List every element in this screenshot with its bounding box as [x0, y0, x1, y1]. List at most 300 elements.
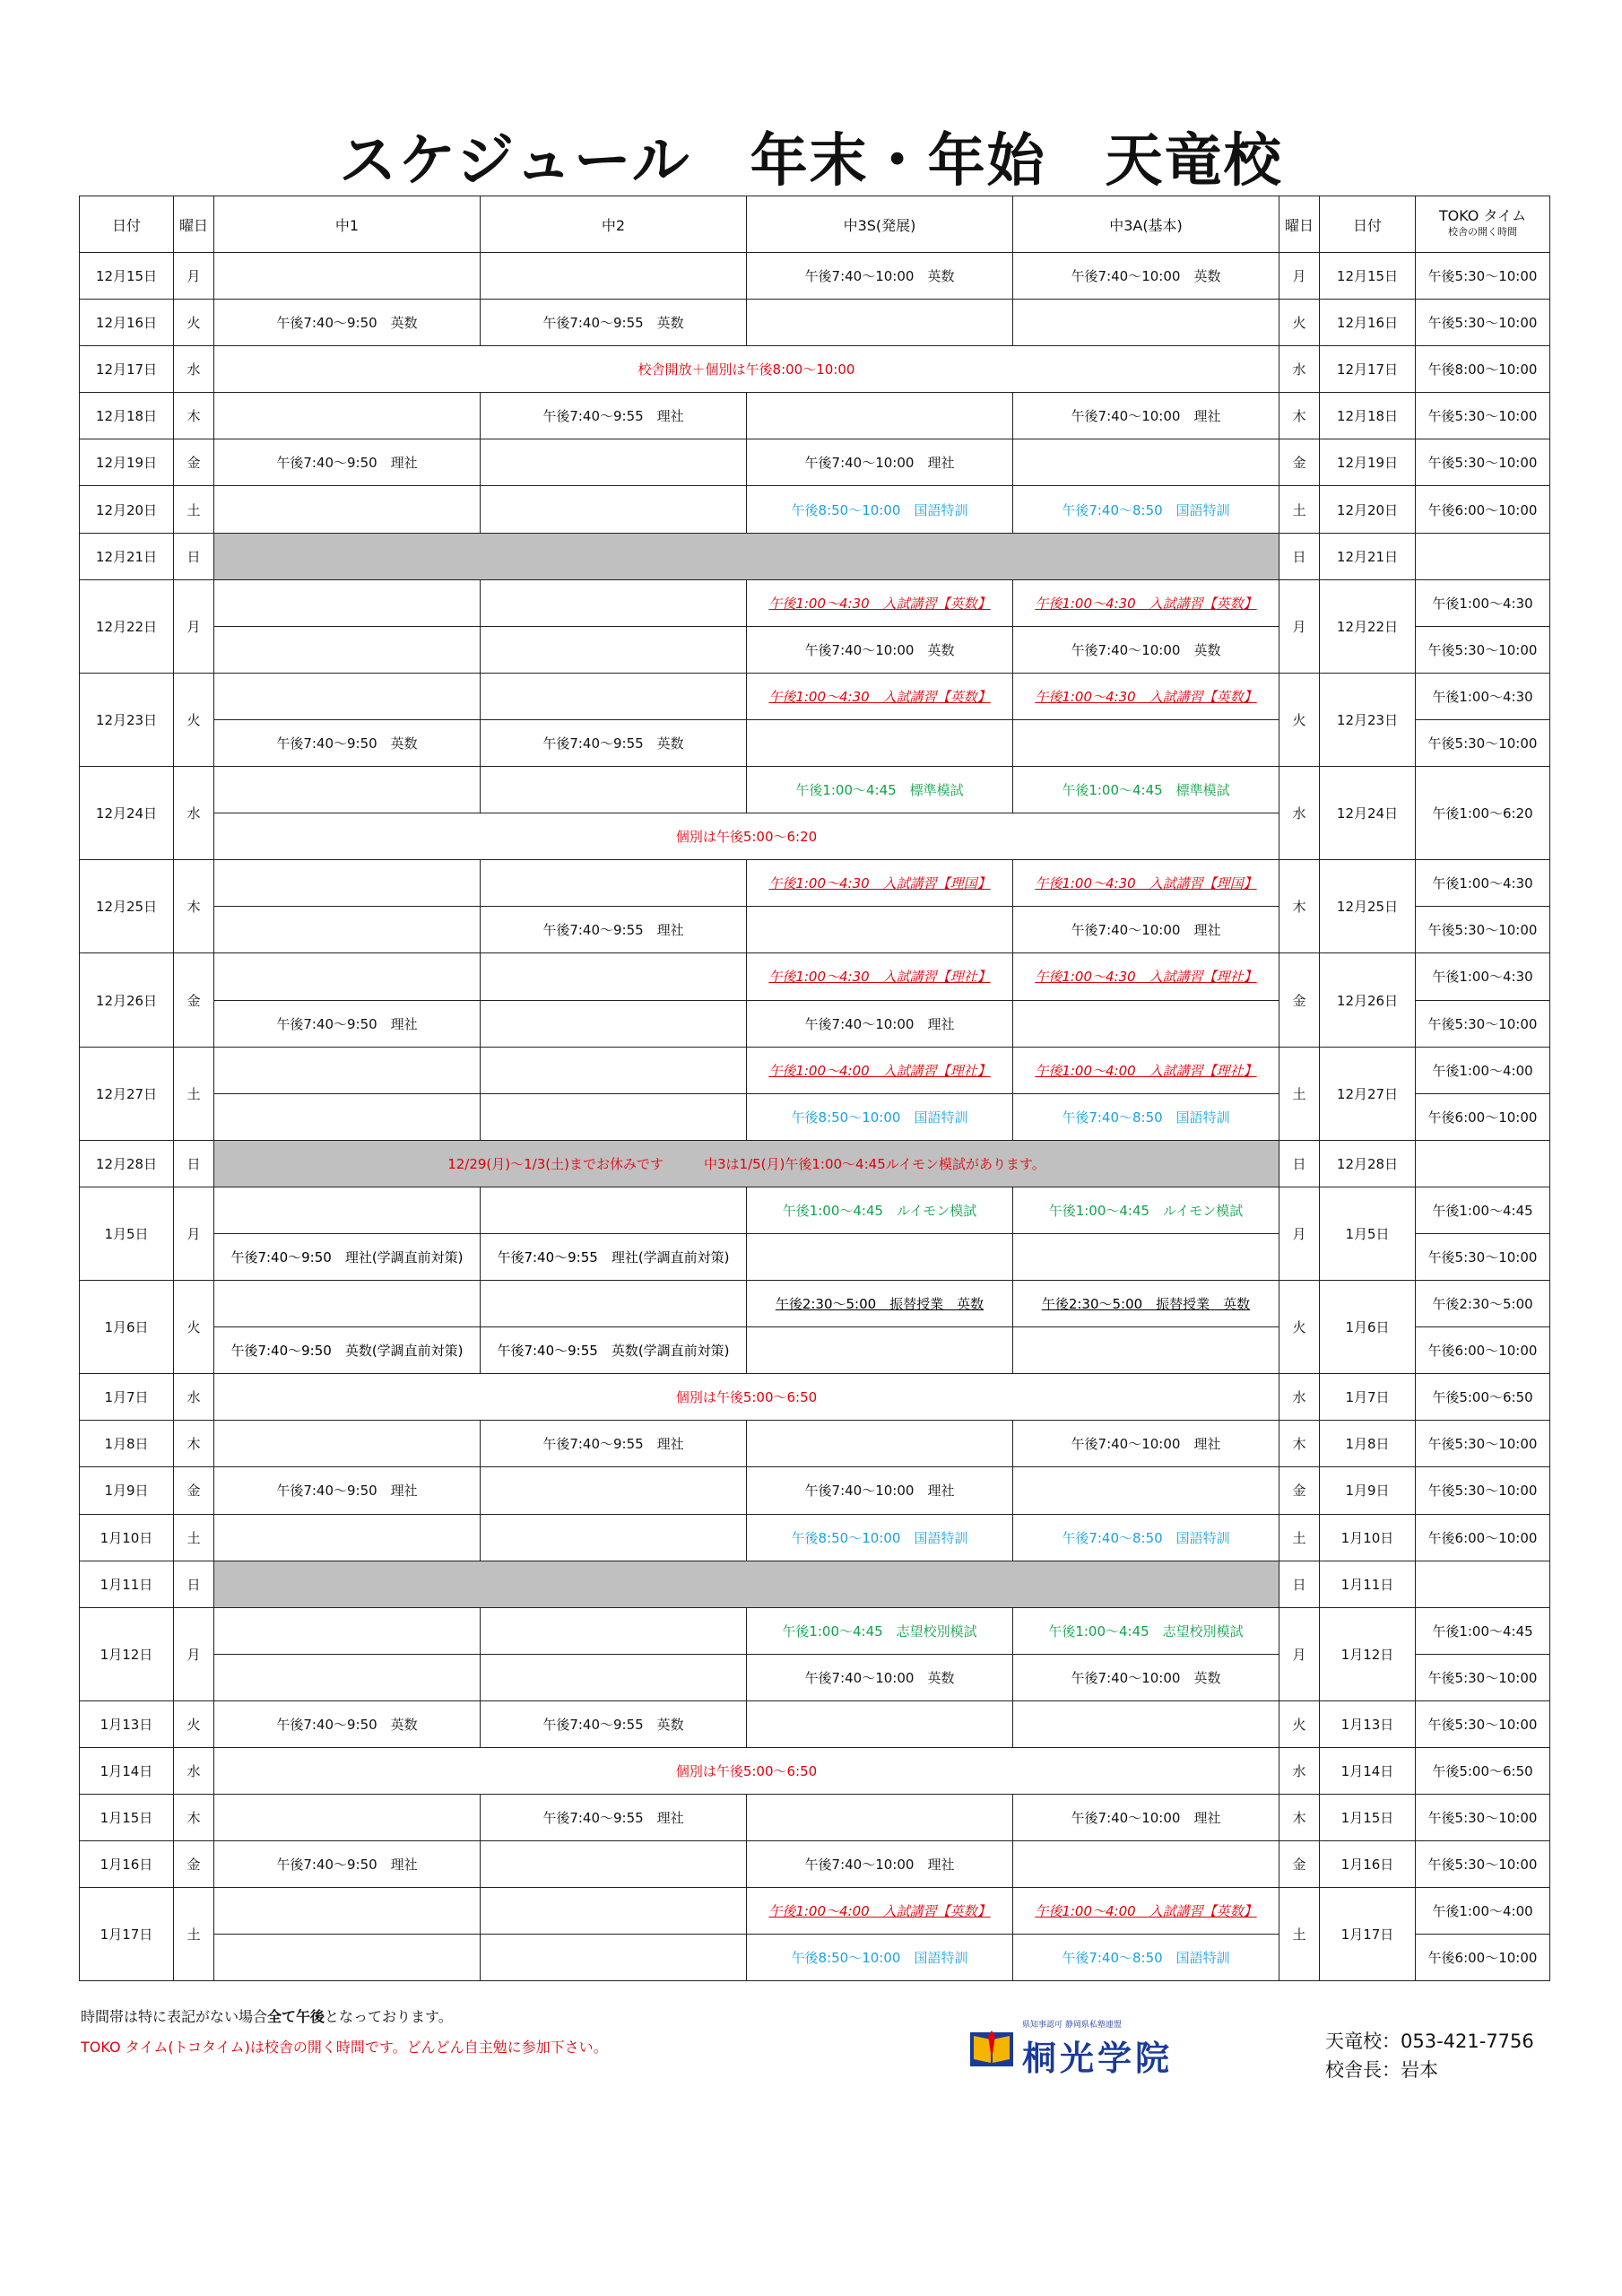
weekday-cell-right: 木 — [1279, 860, 1320, 953]
weekday-cell-right: 日 — [1279, 533, 1320, 579]
grade1-cell: 午後7:40～9:50 理社 — [214, 439, 481, 486]
date-cell: 1月13日 — [80, 1700, 174, 1747]
weekday-cell-right: 月 — [1279, 1187, 1320, 1280]
grade3a-cell: 午後2:30～5:00 振替授業 英数 — [1013, 1281, 1279, 1327]
grade3s-cell: 午後1:00～4:30 入試講習【理社】 — [747, 953, 1013, 1000]
toko-time-cell: 午後2:30～5:00 — [1416, 1281, 1550, 1327]
toko-time-cell: 午後1:00～4:00 — [1416, 1888, 1550, 1935]
weekday-cell-right: 金 — [1279, 1841, 1320, 1888]
grade3a-cell: 午後7:40～8:50 国語特訓 — [1013, 486, 1279, 533]
note-emphasis: 全て午後 — [267, 2008, 325, 2025]
grade2-cell — [481, 1187, 747, 1233]
toko-time-cell: 午後5:30～10:00 — [1416, 1233, 1550, 1280]
grade3s-cell — [747, 1233, 1013, 1280]
date-cell: 1月5日 — [80, 1187, 174, 1280]
toko-time-cell: 午後5:30～10:00 — [1416, 1795, 1550, 1841]
grade1-cell: 午後7:40～9:50 理社(学調直前対策) — [214, 1233, 481, 1280]
grade1-cell — [214, 953, 481, 1000]
weekday-cell: 金 — [174, 1841, 214, 1888]
grade3s-cell: 午後7:40～10:00 英数 — [747, 1654, 1013, 1700]
grade2-cell — [481, 1888, 747, 1935]
date-cell: 1月11日 — [80, 1561, 174, 1607]
weekday-cell-right: 土 — [1279, 486, 1320, 533]
weekday-cell: 金 — [174, 953, 214, 1047]
grade3a-cell: 午後7:40～10:00 理社 — [1013, 1421, 1279, 1467]
grade3s-cell: 午後1:00～4:30 入試講習【英数】 — [747, 579, 1013, 626]
grade1-cell — [214, 907, 481, 953]
weekday-cell-right: 火 — [1279, 1281, 1320, 1374]
grade2-cell: 午後7:40～9:55 英数 — [481, 1700, 747, 1747]
toko-time-cell: 午後8:00～10:00 — [1416, 346, 1550, 393]
weekday-cell: 木 — [174, 393, 214, 439]
date-cell: 1月15日 — [80, 1795, 174, 1841]
grade1-cell — [214, 1421, 481, 1467]
toko-time-cell: 午後1:00～4:30 — [1416, 860, 1550, 907]
table-row — [80, 953, 1550, 1000]
grade1-cell: 午後7:40～9:50 英数(学調直前対策) — [214, 1327, 481, 1374]
date-cell-right: 1月8日 — [1320, 1421, 1416, 1467]
grade3a-cell: 午後7:40～8:50 国語特訓 — [1013, 1093, 1279, 1140]
logo-name: 桐光学院 — [1022, 2039, 1174, 2078]
grade3s-cell — [747, 1795, 1013, 1841]
weekday-cell: 月 — [174, 1187, 214, 1280]
table-row — [80, 1888, 1550, 1935]
grade2-cell — [481, 1607, 747, 1654]
grade3a-cell — [1013, 1000, 1279, 1047]
toko-time-cell: 午後1:00～4:00 — [1416, 1047, 1550, 1093]
grade2-cell — [481, 953, 747, 1000]
weekday-cell: 土 — [174, 1514, 214, 1561]
header-grade1: 中1 — [214, 196, 481, 253]
table-row — [80, 1607, 1550, 1654]
weekday-cell: 日 — [174, 1140, 214, 1187]
page-title: スケジュール 年末・年始 天竜校 — [339, 128, 1283, 195]
grade2-cell — [481, 1841, 747, 1888]
grade3a-cell: 午後1:00～4:45 志望校別模試 — [1013, 1607, 1279, 1654]
grade3a-cell — [1013, 300, 1279, 346]
date-cell: 1月14日 — [80, 1748, 174, 1795]
grade3a-cell — [1013, 1233, 1279, 1280]
weekday-cell: 木 — [174, 1795, 214, 1841]
date-cell: 12月15日 — [80, 253, 174, 300]
toko-time-cell: 午後6:00～10:00 — [1416, 1327, 1550, 1374]
weekday-cell-right: 日 — [1279, 1561, 1320, 1607]
table-row — [80, 1795, 1550, 1841]
date-cell: 1月7日 — [80, 1374, 174, 1421]
grade1-cell: 午後7:40～9:50 英数 — [214, 719, 481, 766]
grade3a-cell: 午後1:00～4:30 入試講習【英数】 — [1013, 673, 1279, 719]
date-cell-right: 1月17日 — [1320, 1888, 1416, 1981]
grade3a-cell — [1013, 1841, 1279, 1888]
grade1-cell: 午後7:40～9:50 理社 — [214, 1467, 481, 1514]
date-cell: 1月9日 — [80, 1467, 174, 1514]
grade3a-cell: 午後7:40～10:00 理社 — [1013, 393, 1279, 439]
table-row — [80, 1374, 1550, 1421]
table-row — [80, 579, 1550, 626]
book-pen-icon — [968, 2027, 1015, 2070]
grade1-cell — [214, 1888, 481, 1935]
header-grade2: 中2 — [481, 196, 747, 253]
grade3s-cell: 午後8:50～10:00 国語特訓 — [747, 1514, 1013, 1561]
table-row — [80, 1467, 1550, 1514]
grade1-cell — [214, 860, 481, 907]
date-cell: 12月27日 — [80, 1047, 174, 1140]
grade3s-cell: 午後7:40～10:00 理社 — [747, 439, 1013, 486]
grade1-cell — [214, 1187, 481, 1233]
table-row — [80, 1281, 1550, 1327]
grade2-cell — [481, 1467, 747, 1514]
header-toko-time — [1416, 196, 1550, 253]
logo-caption: 県知事認可 静岡県私塾連盟 — [1022, 2021, 1122, 2030]
table-row — [80, 439, 1550, 486]
weekday-cell-right: 木 — [1279, 393, 1320, 439]
grade2-cell: 午後7:40～9:55 理社(学調直前対策) — [481, 1233, 747, 1280]
weekday-cell: 土 — [174, 1047, 214, 1140]
weekday-cell: 月 — [174, 1607, 214, 1700]
merged-note-cell: 12/29(月)～1/3(土)までお休みです 中3は1/5(月)午後1:00～4:45ルイモン模試があります。 — [214, 1140, 1279, 1187]
note-toko-time: TOKO タイム(トコタイム)は校舎の開く時間です。どんどん自主勉に参加下さい。 — [81, 2039, 608, 2056]
grade1-cell: 午後7:40～9:50 理社 — [214, 1841, 481, 1888]
date-cell-right: 12月25日 — [1320, 860, 1416, 953]
toko-time-cell: 午後5:30～10:00 — [1416, 1841, 1550, 1888]
grade3s-cell — [747, 1421, 1013, 1467]
toko-time-cell: 午後6:00～10:00 — [1416, 1093, 1550, 1140]
toko-time-cell: 午後5:30～10:00 — [1416, 253, 1550, 300]
toko-time-cell — [1416, 1140, 1550, 1187]
grade3a-cell: 午後1:00～4:45 標準模試 — [1013, 767, 1279, 813]
date-cell: 12月21日 — [80, 533, 174, 579]
date-cell-right: 12月22日 — [1320, 579, 1416, 673]
date-cell: 1月12日 — [80, 1607, 174, 1700]
school-phone: 天竜校：053-421-7756 — [1325, 2031, 1534, 2052]
weekday-cell: 月 — [174, 579, 214, 673]
header-grade3s: 中3S(発展) — [747, 196, 1013, 253]
grade1-cell — [214, 1795, 481, 1841]
grade3s-cell: 午後1:00～4:45 ルイモン模試 — [747, 1187, 1013, 1233]
date-cell-right: 1月10日 — [1320, 1514, 1416, 1561]
grade1-cell — [214, 1047, 481, 1093]
header-grade3a: 中3A(基本) — [1013, 196, 1279, 253]
table-row — [80, 300, 1550, 346]
weekday-cell: 木 — [174, 1421, 214, 1467]
toko-time-cell: 午後6:00～10:00 — [1416, 1514, 1550, 1561]
grade3s-cell: 午後8:50～10:00 国語特訓 — [747, 486, 1013, 533]
weekday-cell-right: 木 — [1279, 1421, 1320, 1467]
table-row — [80, 393, 1550, 439]
date-cell-right: 12月24日 — [1320, 767, 1416, 860]
table-row — [80, 1700, 1550, 1747]
date-cell: 12月16日 — [80, 300, 174, 346]
grade3s-cell — [747, 719, 1013, 766]
weekday-cell: 水 — [174, 346, 214, 393]
schedule-table — [79, 196, 1550, 1981]
grade2-cell: 午後7:40～9:55 英数 — [481, 300, 747, 346]
table-row — [80, 1047, 1550, 1093]
date-cell: 12月17日 — [80, 346, 174, 393]
merged-note-cell: 個別は午後5:00～6:50 — [214, 1374, 1279, 1421]
grade2-cell: 午後7:40～9:55 理社 — [481, 907, 747, 953]
grade3s-cell: 午後7:40～10:00 理社 — [747, 1467, 1013, 1514]
date-cell-right: 1月7日 — [1320, 1374, 1416, 1421]
grade2-cell — [481, 1654, 747, 1700]
grade2-cell — [481, 860, 747, 907]
date-cell: 12月25日 — [80, 860, 174, 953]
toko-time-cell: 午後5:00～6:50 — [1416, 1748, 1550, 1795]
table-row — [80, 253, 1550, 300]
grade3s-cell: 午後1:00～4:00 入試講習【英数】 — [747, 1888, 1013, 1935]
weekday-cell: 水 — [174, 1748, 214, 1795]
date-cell-right: 1月9日 — [1320, 1467, 1416, 1514]
date-cell: 1月10日 — [80, 1514, 174, 1561]
grade2-cell — [481, 673, 747, 719]
grade3s-cell: 午後1:00～4:30 入試講習【英数】 — [747, 673, 1013, 719]
grade2-cell — [481, 486, 747, 533]
grade1-cell — [214, 1935, 481, 1981]
grade1-cell — [214, 253, 481, 300]
schedule-body — [80, 253, 1550, 1981]
grade1-cell — [214, 626, 481, 673]
table-row — [80, 346, 1550, 393]
date-cell-right: 12月27日 — [1320, 1047, 1416, 1140]
grade3s-cell: 午後7:40～10:00 理社 — [747, 1841, 1013, 1888]
table-row — [80, 1187, 1550, 1233]
grade1-cell — [214, 486, 481, 533]
weekday-cell-right: 水 — [1279, 1748, 1320, 1795]
note-part: 時間帯は特に表記がない場合 — [81, 2008, 268, 2025]
note-part: となっております。 — [325, 2008, 453, 2025]
toko-time-cell — [1416, 533, 1550, 579]
toko-time-cell: 午後5:30～10:00 — [1416, 300, 1550, 346]
date-cell: 12月20日 — [80, 486, 174, 533]
toko-time-cell: 午後5:30～10:00 — [1416, 393, 1550, 439]
weekday-cell-right: 火 — [1279, 673, 1320, 766]
grade1-cell — [214, 1514, 481, 1561]
toko-time-cell: 午後5:30～10:00 — [1416, 1654, 1550, 1700]
grade3a-cell — [1013, 1467, 1279, 1514]
date-cell-right: 12月15日 — [1320, 253, 1416, 300]
merged-note-cell: 個別は午後5:00～6:50 — [214, 1748, 1279, 1795]
table-row — [80, 1748, 1550, 1795]
date-cell: 12月24日 — [80, 767, 174, 860]
toko-time-cell: 午後5:30～10:00 — [1416, 626, 1550, 673]
grade1-cell — [214, 1654, 481, 1700]
date-cell-right: 12月26日 — [1320, 953, 1416, 1047]
grade1-cell — [214, 1093, 481, 1140]
weekday-cell: 金 — [174, 1467, 214, 1514]
weekday-cell-right: 土 — [1279, 1514, 1320, 1561]
grade1-cell: 午後7:40～9:50 英数 — [214, 300, 481, 346]
date-cell-right: 1月12日 — [1320, 1607, 1416, 1700]
grade3a-cell: 午後1:00～4:00 入試講習【英数】 — [1013, 1888, 1279, 1935]
grade3a-cell: 午後7:40～10:00 英数 — [1013, 626, 1279, 673]
table-row — [80, 767, 1550, 813]
date-cell-right: 1月16日 — [1320, 1841, 1416, 1888]
grade3s-cell: 午後1:00～4:45 標準模試 — [747, 767, 1013, 813]
grade3a-cell — [1013, 1327, 1279, 1374]
merged-note-cell: 校舎開放＋個別は午後8:00～10:00 — [214, 346, 1279, 393]
date-cell: 12月26日 — [80, 953, 174, 1047]
grade3s-cell: 午後7:40～10:00 英数 — [747, 626, 1013, 673]
grade3s-cell: 午後1:00～4:00 入試講習【理社】 — [747, 1047, 1013, 1093]
table-row — [80, 1841, 1550, 1888]
toko-time-cell: 午後5:30～10:00 — [1416, 719, 1550, 766]
toko-time-cell: 午後1:00～4:30 — [1416, 579, 1550, 626]
date-cell-right: 1月11日 — [1320, 1561, 1416, 1607]
weekday-cell: 土 — [174, 486, 214, 533]
contact-block — [1325, 2027, 1534, 2084]
weekday-cell-right: 水 — [1279, 1374, 1320, 1421]
header-row — [80, 196, 1550, 253]
grade2-cell: 午後7:40～9:55 英数(学調直前対策) — [481, 1327, 747, 1374]
toko-time-cell: 午後1:00～6:20 — [1416, 767, 1550, 860]
weekday-cell-right: 土 — [1279, 1888, 1320, 1981]
date-cell: 1月6日 — [80, 1281, 174, 1374]
date-cell: 12月22日 — [80, 579, 174, 673]
date-cell-right: 12月23日 — [1320, 673, 1416, 766]
table-row — [80, 1140, 1550, 1187]
grade2-cell — [481, 253, 747, 300]
weekday-cell-right: 水 — [1279, 346, 1320, 393]
date-cell-right: 12月20日 — [1320, 486, 1416, 533]
grade2-cell — [481, 767, 747, 813]
grade3a-cell: 午後1:00～4:30 入試講習【英数】 — [1013, 579, 1279, 626]
grade1-cell — [214, 579, 481, 626]
date-cell-right: 12月17日 — [1320, 346, 1416, 393]
weekday-cell: 日 — [174, 533, 214, 579]
grade3a-cell: 午後1:00～4:45 ルイモン模試 — [1013, 1187, 1279, 1233]
grade3s-cell — [747, 907, 1013, 953]
grade3s-cell: 午後7:40～10:00 英数 — [747, 253, 1013, 300]
weekday-cell-right: 土 — [1279, 1047, 1320, 1140]
weekday-cell: 月 — [174, 253, 214, 300]
grade3s-cell — [747, 1327, 1013, 1374]
grade2-cell — [481, 1047, 747, 1093]
date-cell: 1月17日 — [80, 1888, 174, 1981]
header-weekday-right: 曜日 — [1279, 196, 1320, 253]
weekday-cell-right: 金 — [1279, 1467, 1320, 1514]
grade3s-cell — [747, 1700, 1013, 1747]
grade1-cell: 午後7:40～9:50 理社 — [214, 1000, 481, 1047]
grade3a-cell: 午後7:40～8:50 国語特訓 — [1013, 1935, 1279, 1981]
table-row — [80, 486, 1550, 533]
weekday-cell: 火 — [174, 300, 214, 346]
toko-time-cell: 午後1:00～4:45 — [1416, 1607, 1550, 1654]
grade2-cell — [481, 1514, 747, 1561]
grade3s-cell: 午後8:50～10:00 国語特訓 — [747, 1935, 1013, 1981]
table-row — [80, 860, 1550, 907]
toko-time-cell: 午後1:00～4:45 — [1416, 1187, 1550, 1233]
grade3s-cell: 午後8:50～10:00 国語特訓 — [747, 1093, 1013, 1140]
grade2-cell — [481, 579, 747, 626]
toko-time-cell: 午後5:30～10:00 — [1416, 1467, 1550, 1514]
grade3a-cell: 午後7:40～8:50 国語特訓 — [1013, 1514, 1279, 1561]
weekday-cell-right: 木 — [1279, 1795, 1320, 1841]
header-date-right: 日付 — [1320, 196, 1416, 253]
header-toko-sub: 校舎の開く時間 — [1448, 226, 1517, 238]
table-row — [80, 1421, 1550, 1467]
date-cell: 12月19日 — [80, 439, 174, 486]
grade3a-cell — [1013, 439, 1279, 486]
grade3s-cell: 午後1:00～4:30 入試講習【理国】 — [747, 860, 1013, 907]
grade2-cell — [481, 626, 747, 673]
date-cell-right: 12月16日 — [1320, 300, 1416, 346]
date-cell-right: 1月15日 — [1320, 1795, 1416, 1841]
toko-time-cell: 午後1:00～4:30 — [1416, 953, 1550, 1000]
date-cell-right: 1月13日 — [1320, 1700, 1416, 1747]
weekday-cell: 火 — [174, 1281, 214, 1374]
header-toko-label: TOKO タイム — [1438, 207, 1527, 224]
toko-time-cell: 午後5:30～10:00 — [1416, 1000, 1550, 1047]
toko-time-cell: 午後1:00～4:30 — [1416, 673, 1550, 719]
weekday-cell: 水 — [174, 1374, 214, 1421]
table-row — [80, 1514, 1550, 1561]
date-cell-right: 1月5日 — [1320, 1187, 1416, 1280]
grade1-cell: 午後7:40～9:50 英数 — [214, 1700, 481, 1747]
note-time-default — [81, 2005, 453, 2026]
grade3s-cell — [747, 300, 1013, 346]
grade3a-cell: 午後7:40～10:00 理社 — [1013, 907, 1279, 953]
date-cell-right: 12月18日 — [1320, 393, 1416, 439]
grade2-cell — [481, 1000, 747, 1047]
grade3a-cell — [1013, 1700, 1279, 1747]
toko-time-cell: 午後6:00～10:00 — [1416, 486, 1550, 533]
weekday-cell: 金 — [174, 439, 214, 486]
grade2-cell — [481, 1281, 747, 1327]
date-cell: 12月28日 — [80, 1140, 174, 1187]
weekday-cell-right: 金 — [1279, 953, 1320, 1047]
grade1-cell — [214, 673, 481, 719]
table-row — [80, 673, 1550, 719]
date-cell: 12月18日 — [80, 393, 174, 439]
grade3a-cell: 午後7:40～10:00 英数 — [1013, 253, 1279, 300]
weekday-cell-right: 日 — [1279, 1140, 1320, 1187]
weekday-cell: 火 — [174, 1700, 214, 1747]
weekday-cell: 日 — [174, 1561, 214, 1607]
grade3a-cell — [1013, 719, 1279, 766]
toko-time-cell: 午後5:30～10:00 — [1416, 1700, 1550, 1747]
grade2-cell: 午後7:40～9:55 理社 — [481, 393, 747, 439]
grade1-cell — [214, 1607, 481, 1654]
date-cell-right: 1月14日 — [1320, 1748, 1416, 1795]
toko-time-cell: 午後5:30～10:00 — [1416, 1421, 1550, 1467]
toko-time-cell — [1416, 1561, 1550, 1607]
grade1-cell — [214, 393, 481, 439]
toko-time-cell: 午後6:00～10:00 — [1416, 1935, 1550, 1981]
weekday-cell: 水 — [174, 767, 214, 860]
date-cell-right: 12月21日 — [1320, 533, 1416, 579]
weekday-cell: 木 — [174, 860, 214, 953]
school-logo — [968, 2018, 1228, 2078]
date-cell: 1月16日 — [80, 1841, 174, 1888]
grade2-cell: 午後7:40～9:55 理社 — [481, 1421, 747, 1467]
grade3a-cell: 午後7:40～10:00 理社 — [1013, 1795, 1279, 1841]
header-weekday: 曜日 — [174, 196, 214, 253]
grade3s-cell — [747, 393, 1013, 439]
grade1-cell — [214, 1281, 481, 1327]
weekday-cell-right: 金 — [1279, 439, 1320, 486]
table-row — [80, 1561, 1550, 1607]
grade3s-cell: 午後1:00～4:45 志望校別模試 — [747, 1607, 1013, 1654]
weekday-cell-right: 火 — [1279, 1700, 1320, 1747]
merged-note-cell — [214, 1561, 1279, 1607]
weekday-cell: 火 — [174, 673, 214, 766]
weekday-cell-right: 水 — [1279, 767, 1320, 860]
weekday-cell-right: 月 — [1279, 579, 1320, 673]
merged-note-cell: 個別は午後5:00～6:20 — [214, 813, 1279, 860]
weekday-cell: 土 — [174, 1888, 214, 1981]
date-cell-right: 12月28日 — [1320, 1140, 1416, 1187]
toko-time-cell: 午後5:00～6:50 — [1416, 1374, 1550, 1421]
